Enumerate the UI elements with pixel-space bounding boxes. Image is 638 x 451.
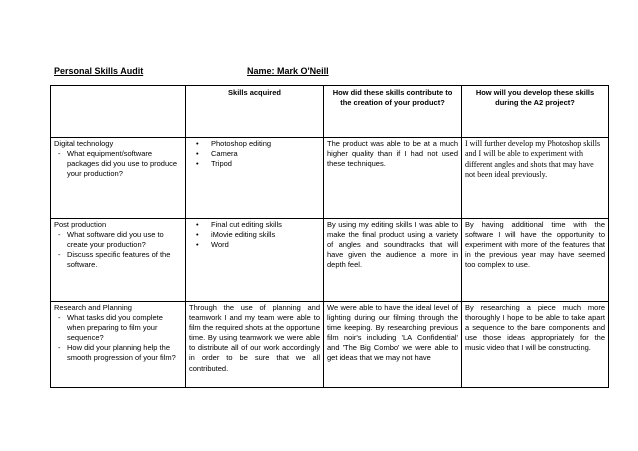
question-text: What equipment/software packages did you use to produce your production? [67, 149, 178, 179]
category-label: Post production [54, 220, 107, 229]
bullet-icon: • [196, 230, 199, 240]
development-cell: By researching a piece much more thoroughly I hope to be able to take apart a sequence to the bare components and use those ideas appropriately for the music video that I will be constructing. [462, 302, 609, 388]
contribution-cell: The product was able to be at a much higher quality than if I had not used these techniques. [324, 138, 462, 219]
skills-cell [186, 219, 324, 302]
header-cell-contribution: How did these skills contribute to the creation of your product? [324, 86, 462, 138]
bullet-icon: • [196, 240, 199, 250]
skill-text: Tripod [211, 159, 232, 169]
header-cell-skills-acquired: Skills acquired [186, 86, 324, 138]
question-text: How did your planning help the smooth progression of your film? [67, 343, 176, 363]
skill-text: Camera [211, 149, 238, 159]
skills-cell [186, 138, 324, 219]
bullet-icon: • [196, 159, 199, 169]
header-cell-development: How will you develop these skills during the A2 project? [462, 86, 609, 138]
category-label: Research and Planning [54, 303, 132, 312]
question-text: Discuss specific features of the software. [67, 250, 171, 270]
skill-text: iMovie editing skills [211, 230, 276, 240]
header-cell-empty [51, 86, 186, 138]
question-list [54, 230, 182, 270]
question-item: - How did your planning help the smooth progression of your film? [58, 343, 176, 363]
bullet-icon: • [196, 220, 199, 229]
skills-cell: Through the use of planning and teamwork I and my team were able to film the required shots at the opportune time. By using teamwork we were able to distribute all of our work accordingly in order to be sure that we all contributed. [186, 302, 324, 388]
table-row [51, 302, 609, 388]
table-row [51, 219, 609, 302]
skill-item [189, 139, 320, 149]
bullet-icon: • [196, 139, 199, 148]
category-label: Digital technology [54, 139, 114, 148]
skill-text: Photoshop editing [211, 139, 272, 148]
skills-list [189, 220, 320, 250]
development-cell: By having additional time with the software I will have the opportunity to experiment with more of the features that in the previous year may have seemed too complex to use. [462, 219, 609, 302]
skills-list [189, 139, 320, 169]
development-cell: I will further develop my Photoshop skills and I will be able to experiment with different angles and shots that may have not been ideal previously. [462, 138, 609, 219]
category-cell [51, 302, 186, 388]
category-cell [51, 138, 186, 219]
skills-audit-table [50, 85, 609, 388]
table-header-row [51, 86, 609, 138]
question-list [54, 149, 182, 179]
contribution-cell: By using my editing skills I was able to make the final product using a variety of angles and soundtracks that will have given the audience a more in depth feel. [324, 219, 462, 302]
bullet-icon: • [196, 149, 199, 159]
skill-text: Word [211, 240, 229, 250]
question-text: What software did you use to create your production? [67, 230, 164, 250]
student-name: Name: Mark O'Neill [247, 66, 329, 76]
question-item: - What software did you use to create your production? [58, 230, 164, 250]
category-cell [51, 219, 186, 302]
document-title: Personal Skills Audit [54, 66, 144, 76]
question-item: - What tasks did you complete when preparing to film your sequence? [58, 313, 163, 343]
skill-item [189, 159, 320, 169]
question-item: - Discuss specific features of the software. [58, 250, 171, 270]
skill-item [189, 149, 320, 159]
skill-item [189, 230, 320, 240]
skill-item [189, 240, 320, 250]
question-item: - What equipment/software packages did you use to produce your production? [58, 149, 178, 179]
contribution-cell: We were able to have the ideal level of lighting during our filming through the time keeping. By researching previous film noir's including 'LA Confidential' and 'The Big Combo' we were able to get ideas that we may not have [324, 302, 462, 388]
skill-item [189, 220, 320, 230]
skill-text: Final cut editing skills [211, 220, 282, 229]
table-row [51, 138, 609, 219]
question-text: What tasks did you complete when preparing to film your sequence? [67, 313, 163, 343]
question-list [54, 313, 182, 363]
